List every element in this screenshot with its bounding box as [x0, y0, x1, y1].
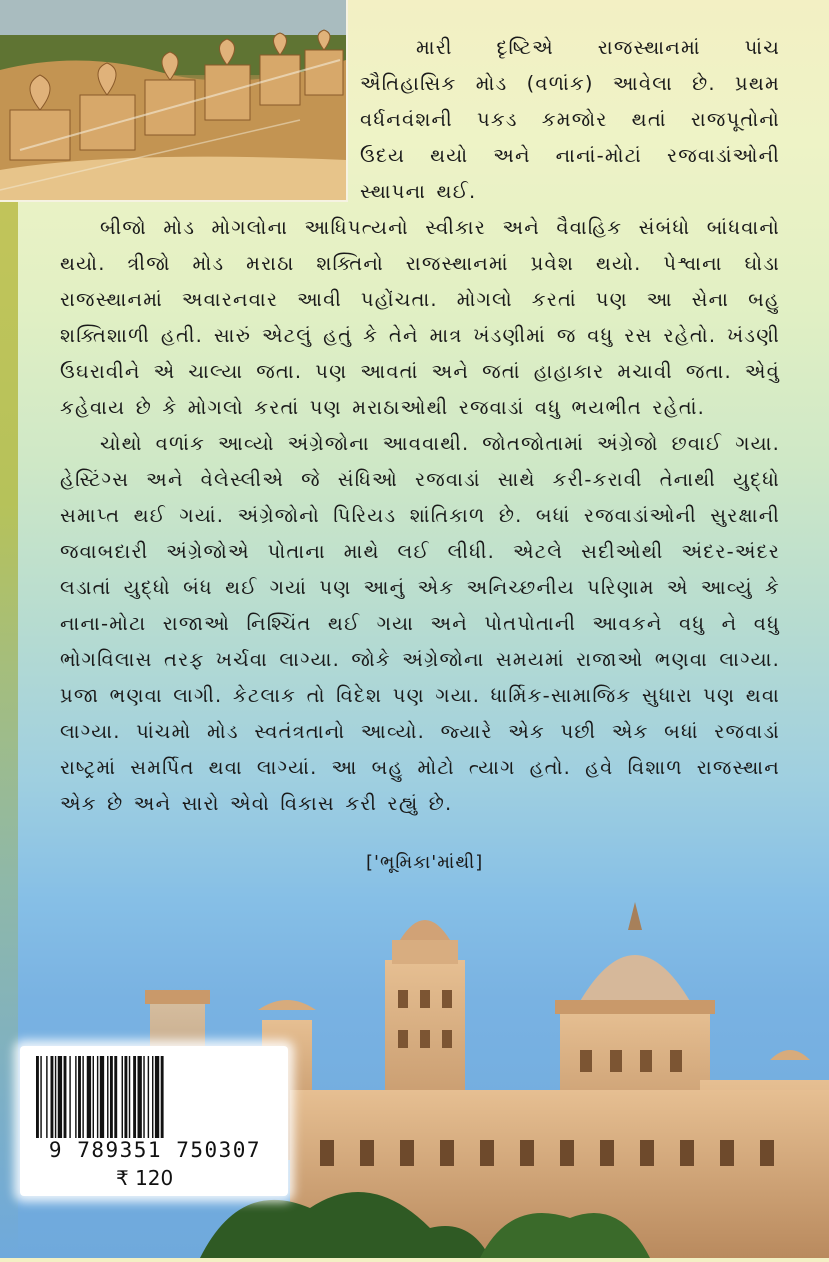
isbn-number: 9 789351 750307: [48, 1138, 262, 1162]
barcode-icon: [36, 1056, 268, 1138]
price-label: ₹ 120: [116, 1166, 174, 1190]
paragraph-1: મારી દૃષ્ટિએ રાજસ્થાનમાં પાંચ ઐતિહાસિક મોડ (વળાંક) આવેલા છે. પ્રથમ વર્ધનવંશની પકડ કમજોર થતાં રાજપૂતોનો ઉદય થયો અને નાનાં-મોટાં રજવાડાંઓની સ્થાપના થઈ.: [360, 36, 780, 203]
barcode-label: [20, 1046, 288, 1196]
source-note: ['ભૂમિકા'માંથી]: [366, 852, 484, 873]
paragraph-2: બીજો મોડ મોગલોના આધિપત્યનો સ્વીકાર અને વૈવાહિક સંબંધો બાંધવાનો થયો. ત્રીજો મોડ મરાઠા શક્તિનો રાજસ્થાનમાં પ્રવેશ થયો. પેશ્વાના ઘોડા રાજસ્થાનમાં અવારનવાર આવી પહોંચતા. મોગલો કરતાં પણ આ સેના બહુ શક્તિશાળી હતી. સારું એટલું હતું કે તેને માત્ર ખંડણીમાં જ વધુ રસ રહેતો. ખંડણી ઉઘરાવીને એ ચાલ્યા જતા. પણ આવતાં અને જતાં હાહાકાર મચાવી જતા. એવું કહેવાય છે કે મોગલો કરતાં પણ મરાઠાઓથી રજવાડાં વધુ ભયભીત રહેતાં.: [60, 216, 780, 419]
paragraph-3: ચોથો વળાંક આવ્યો અંગ્રેજોના આવવાથી. જોતજોતામાં અંગ્રેજો છવાઈ ગયા. હેસ્ટિંગ્સ અને વેલેસ્લીએ જે સંધિઓ રજવાડાં સાથે કરી-કરાવી તેનાથી યુદ્ધો સમાપ્ત થઈ ગયાં. અંગ્રેજોનો પિરિયડ શાંતિકાળ છે. બધાં રજવાડાંઓની સુરક્ષાની જવાબદારી અંગ્રેજોએ પોતાના માથે લઈ લીધી. એટલે સદીઓથી અંદર-અંદર લડાતાં યુદ્ધો બંધ થઈ ગયાં પણ આનું એક અનિચ્છનીય પરિણામ એ આવ્યું કે નાના-મોટા રાજાઓ નિશ્ચિંત થઈ ગયા અને પોતપોતાની આવકને વધુ ને વધુ ભોગવિલાસ તરફ ખર્ચવા લાગ્યા. જોકે અંગ્રેજોના સમયમાં રાજાઓ ભણવા લાગ્યા. પ્રજા ભણવા લાગી. કેટલાક તો વિદેશ પણ ગયા. ધાર્મિક-સામાજિક સુધારા પણ થવા લાગ્યા. પાંચમો મોડ સ્વતંત્રતાનો આવ્યો. જ્યારે એક પછી એક બધાં રજવાડાં રાષ્ટ્રમાં સમર્પિત થવા લાગ્યાં. આ બહુ મોટો ત્યાગ હતો. હવે વિશાળ રાજસ્થાન એક છે અને સારો એવો વિકાસ કરી રહ્યું છે.: [60, 432, 780, 815]
description-text-block: [60, 30, 780, 822]
